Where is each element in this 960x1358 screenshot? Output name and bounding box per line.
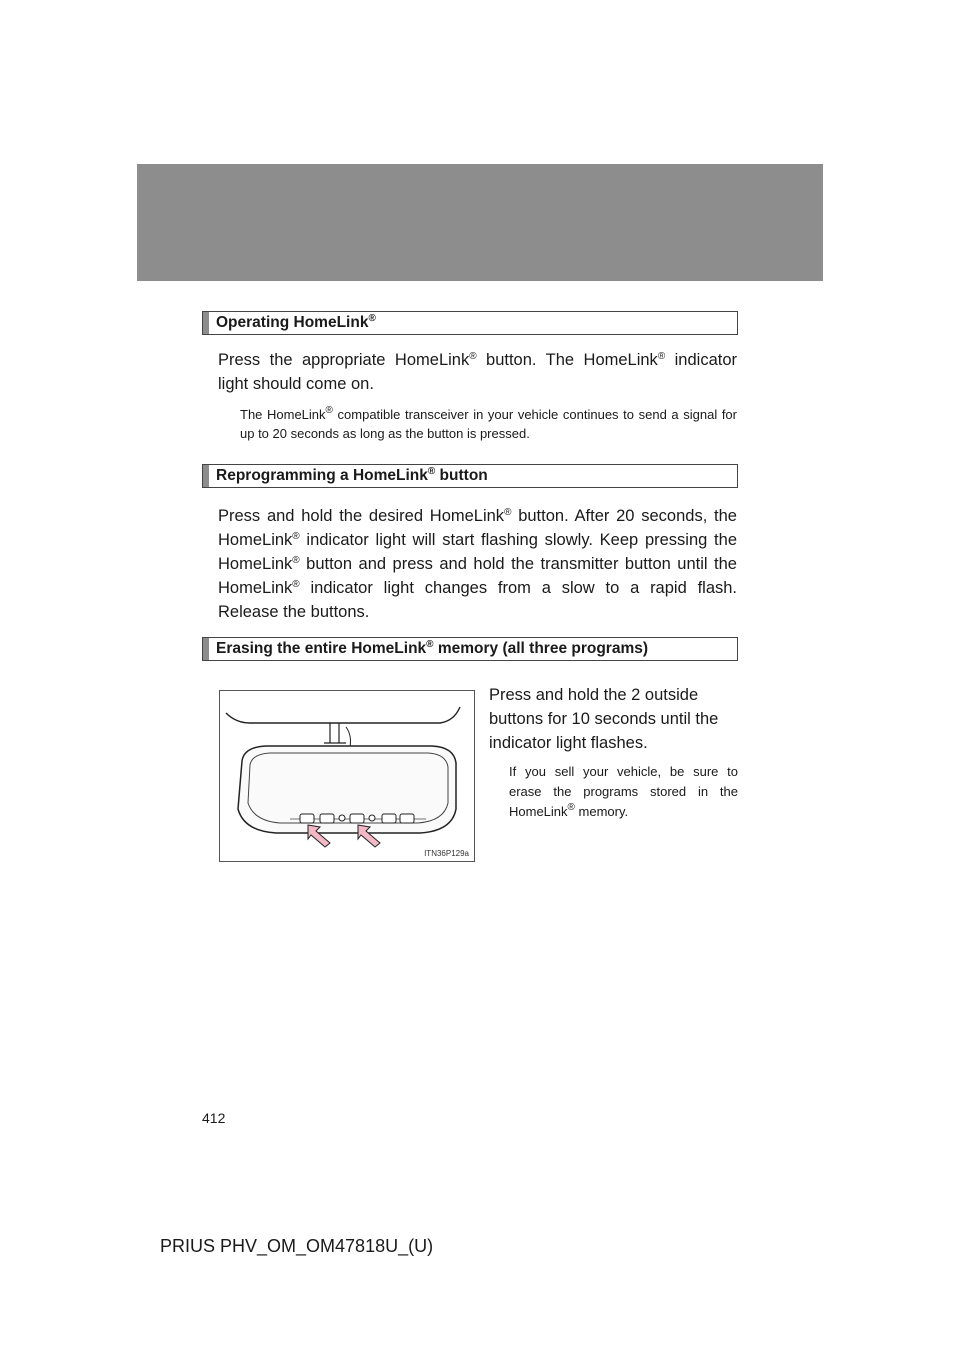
mirror-drawing bbox=[220, 691, 476, 863]
text-run: Press the appropriate HomeLink bbox=[218, 351, 470, 369]
registered-mark: ® bbox=[504, 507, 512, 518]
text-run: indicator light should come on. bbox=[218, 351, 737, 393]
erasing-note bbox=[509, 762, 738, 822]
registered-mark: ® bbox=[292, 531, 300, 542]
text-run: indicator light changes from a slow to a rapid flash. Release the buttons. bbox=[218, 579, 737, 621]
registered-mark: ® bbox=[292, 579, 300, 590]
section-breadcrumb: 3-5. Other interior features bbox=[197, 389, 362, 405]
registered-mark: ® bbox=[567, 802, 575, 813]
registered-mark: ® bbox=[325, 405, 333, 416]
operating-note bbox=[240, 405, 737, 443]
registered-mark: ® bbox=[469, 351, 477, 362]
text-run: memory. bbox=[574, 804, 629, 819]
heading-bar bbox=[203, 465, 209, 487]
text-run: The HomeLink bbox=[240, 407, 326, 422]
registered-mark: ® bbox=[292, 555, 300, 566]
text-run: compatible transceiver in your vehicle continues to send a signal for up to 20 seconds as long as the button is pressed. bbox=[240, 407, 737, 441]
text-run: Press and hold the desired HomeLink bbox=[218, 507, 505, 525]
heading-bar bbox=[203, 638, 209, 660]
rearview-mirror-illustration bbox=[219, 690, 475, 862]
footer-model-code: PRIUS PHV_OM_OM47818U_(U) bbox=[160, 1236, 434, 1256]
page-number: 412 bbox=[202, 1110, 226, 1126]
erasing-body: Press and hold the 2 outside buttons for 10 seconds until the indicator light flashes. bbox=[489, 686, 719, 752]
operating-body bbox=[218, 348, 737, 396]
text-run: If you sell your vehicle, be sure to erase the programs stored in the HomeLink bbox=[509, 764, 738, 819]
registered-mark: ® bbox=[427, 466, 436, 477]
reprogramming-body bbox=[218, 504, 737, 624]
heading-text: button bbox=[435, 467, 488, 484]
text-run: indicator light will start flashing slowly. Keep pressing the HomeLink bbox=[218, 531, 737, 573]
heading-title bbox=[216, 467, 488, 485]
heading-title bbox=[216, 640, 648, 658]
heading-title bbox=[216, 314, 376, 332]
heading-text: Reprogramming a HomeLink bbox=[216, 467, 428, 484]
heading-bar bbox=[203, 312, 209, 334]
text-run: button. After 20 seconds, the HomeLink bbox=[218, 507, 737, 549]
heading-erasing bbox=[202, 637, 738, 661]
heading-text: Erasing the entire HomeLink bbox=[216, 640, 427, 657]
text-run: button and press and hold the transmitter button until the HomeLink bbox=[218, 555, 737, 597]
heading-text: Operating HomeLink bbox=[216, 314, 369, 331]
registered-mark: ® bbox=[368, 313, 376, 324]
registered-mark: ® bbox=[657, 351, 666, 362]
heading-text: memory (all three programs) bbox=[433, 640, 649, 657]
heading-operating-homelink bbox=[202, 311, 738, 335]
text-run: button. The HomeLink bbox=[476, 351, 658, 369]
registered-mark: ® bbox=[426, 639, 434, 650]
heading-reprogramming bbox=[202, 464, 738, 488]
figure-code: ITN36P129a bbox=[424, 849, 469, 858]
